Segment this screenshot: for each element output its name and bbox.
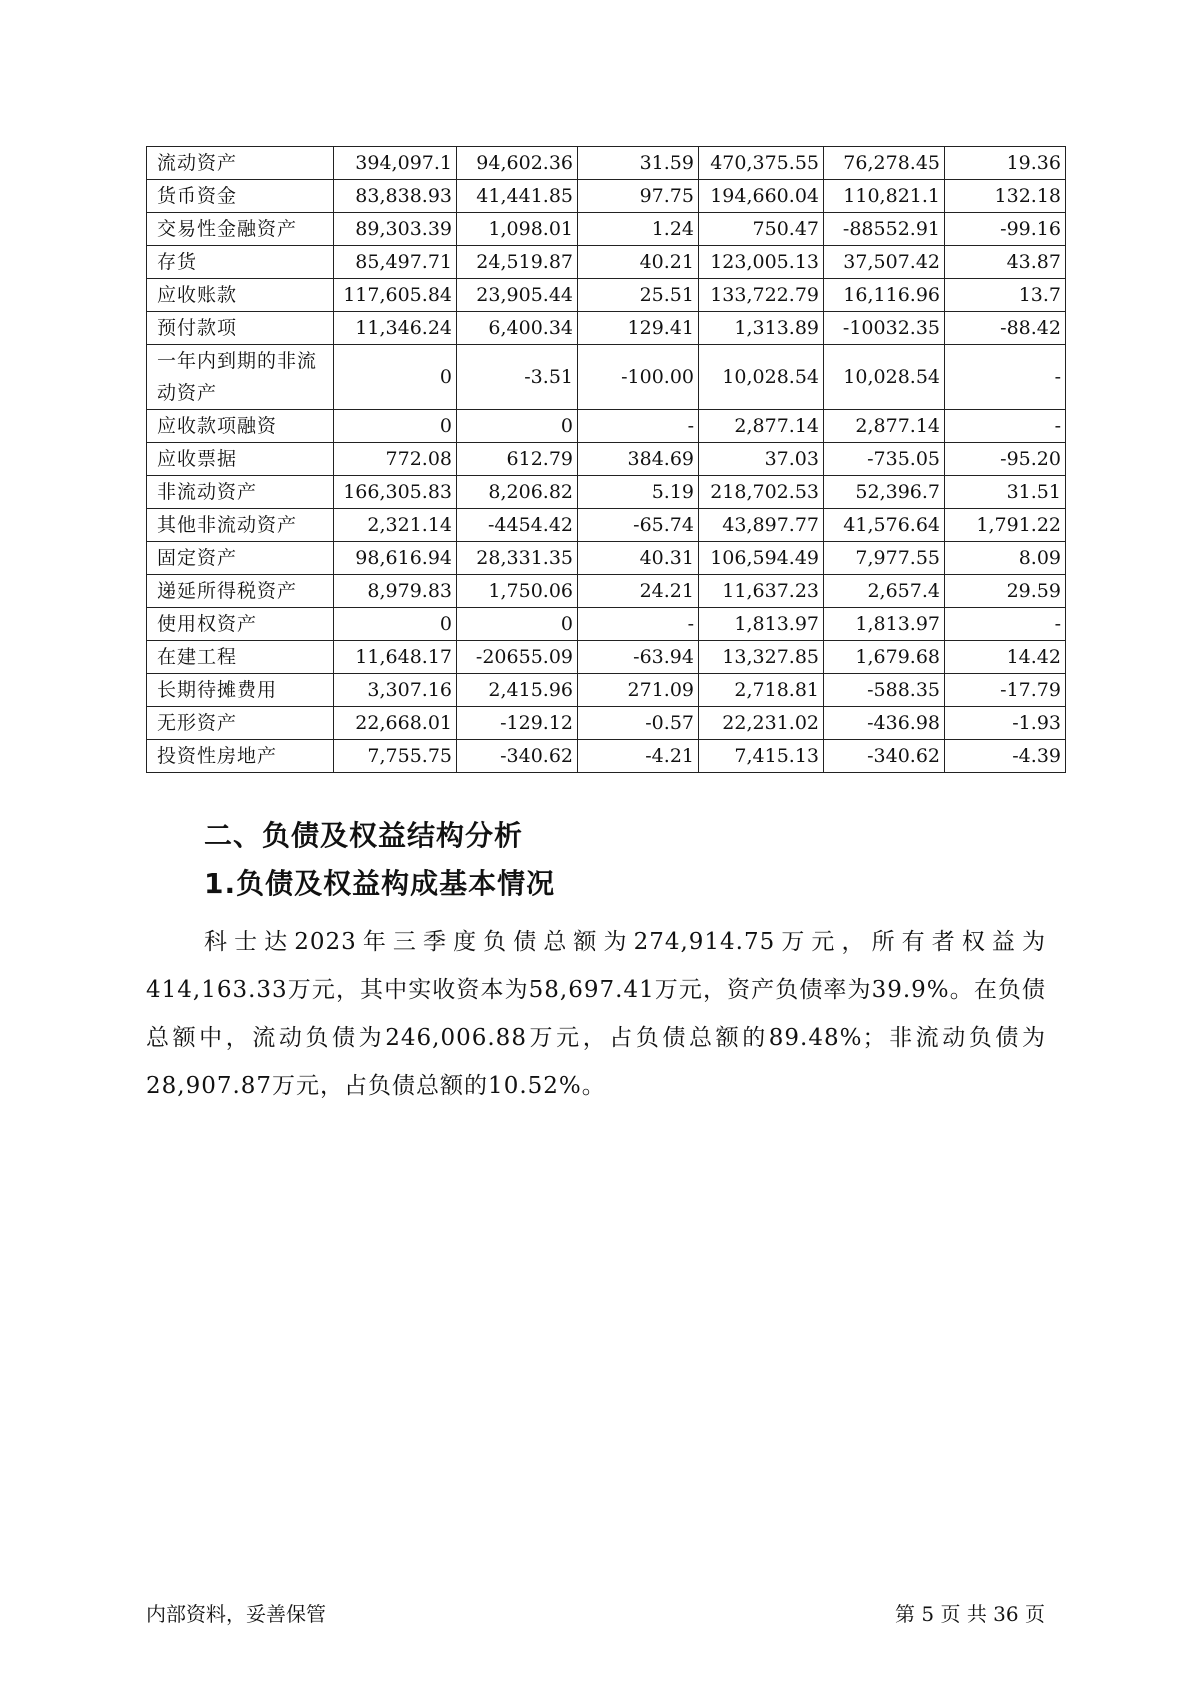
table-cell: 98,616.94 bbox=[334, 542, 457, 575]
row-label: 递延所得税资产 bbox=[147, 575, 334, 608]
table-cell: 129.41 bbox=[578, 312, 699, 345]
row-label: 货币资金 bbox=[147, 180, 334, 213]
row-label: 其他非流动资产 bbox=[147, 509, 334, 542]
table-cell: -4454.42 bbox=[457, 509, 578, 542]
table-cell: 2,657.4 bbox=[824, 575, 945, 608]
table-cell: 0 bbox=[457, 608, 578, 641]
row-label: 投资性房地产 bbox=[147, 740, 334, 773]
table-cell: 3,307.16 bbox=[334, 674, 457, 707]
table-cell: 29.59 bbox=[945, 575, 1066, 608]
table-cell: 37,507.42 bbox=[824, 246, 945, 279]
table-cell: 83,838.93 bbox=[334, 180, 457, 213]
table-cell: 52,396.7 bbox=[824, 476, 945, 509]
section-heading: 二、负债及权益结构分析 bbox=[204, 819, 524, 852]
table-cell: -4.21 bbox=[578, 740, 699, 773]
table-row bbox=[147, 608, 1066, 641]
table-cell: 85,497.71 bbox=[334, 246, 457, 279]
table-cell: 1.24 bbox=[578, 213, 699, 246]
table-cell: -63.94 bbox=[578, 641, 699, 674]
table-row bbox=[147, 443, 1066, 476]
table-cell: 13,327.85 bbox=[699, 641, 824, 674]
table-cell: 1,791.22 bbox=[945, 509, 1066, 542]
table-cell: 16,116.96 bbox=[824, 279, 945, 312]
table-cell: 23,905.44 bbox=[457, 279, 578, 312]
table-cell: -4.39 bbox=[945, 740, 1066, 773]
table-cell: - bbox=[945, 410, 1066, 443]
footer-page-number: 第 5 页 共 36 页 bbox=[895, 1602, 1045, 1626]
table-cell: -99.16 bbox=[945, 213, 1066, 246]
table-cell: -3.51 bbox=[457, 345, 578, 410]
table-cell: - bbox=[578, 410, 699, 443]
table-cell: 13.7 bbox=[945, 279, 1066, 312]
table-row bbox=[147, 180, 1066, 213]
table-cell: 1,679.68 bbox=[824, 641, 945, 674]
row-label: 固定资产 bbox=[147, 542, 334, 575]
table-row bbox=[147, 509, 1066, 542]
table-cell: -735.05 bbox=[824, 443, 945, 476]
table-cell: 0 bbox=[334, 345, 457, 410]
table-cell: 0 bbox=[334, 410, 457, 443]
table-cell: 6,400.34 bbox=[457, 312, 578, 345]
table-cell: 89,303.39 bbox=[334, 213, 457, 246]
table-row bbox=[147, 279, 1066, 312]
row-label: 交易性金融资产 bbox=[147, 213, 334, 246]
row-label: 使用权资产 bbox=[147, 608, 334, 641]
table-cell: 24,519.87 bbox=[457, 246, 578, 279]
table-cell: -17.79 bbox=[945, 674, 1066, 707]
table-cell: 43,897.77 bbox=[699, 509, 824, 542]
table-cell: 40.31 bbox=[578, 542, 699, 575]
row-label: 一年内到期的非流动资产 bbox=[147, 345, 334, 410]
row-label: 流动资产 bbox=[147, 147, 334, 180]
table-cell: 97.75 bbox=[578, 180, 699, 213]
table-cell: 133,722.79 bbox=[699, 279, 824, 312]
table-cell: 22,231.02 bbox=[699, 707, 824, 740]
table-cell: -588.35 bbox=[824, 674, 945, 707]
table-cell: 31.59 bbox=[578, 147, 699, 180]
table-cell: 41,441.85 bbox=[457, 180, 578, 213]
table-cell: 1,813.97 bbox=[699, 608, 824, 641]
table-cell: 5.19 bbox=[578, 476, 699, 509]
table-cell: 1,098.01 bbox=[457, 213, 578, 246]
table-cell: 123,005.13 bbox=[699, 246, 824, 279]
table-cell: -95.20 bbox=[945, 443, 1066, 476]
table-cell: 22,668.01 bbox=[334, 707, 457, 740]
table-row bbox=[147, 246, 1066, 279]
table-cell: -0.57 bbox=[578, 707, 699, 740]
table-cell: 384.69 bbox=[578, 443, 699, 476]
row-label: 非流动资产 bbox=[147, 476, 334, 509]
table-cell: 41,576.64 bbox=[824, 509, 945, 542]
table-cell: 8,979.83 bbox=[334, 575, 457, 608]
table-row bbox=[147, 575, 1066, 608]
table-row bbox=[147, 707, 1066, 740]
table-cell: 76,278.45 bbox=[824, 147, 945, 180]
table-cell: 11,648.17 bbox=[334, 641, 457, 674]
table-row bbox=[147, 213, 1066, 246]
section-paragraph: 科士达2023年三季度负债总额为274,914.75万元，所有者权益为414,163.33万元，其中实收资本为58,697.41万元，资产负债率为39.9%。在负债总额中，流动负债为246,006.88万元，占负债总额的89.48%；非流动负债为28,907.87万元，占负债总额的10.52%。 bbox=[146, 929, 1046, 1099]
table-cell: -100.00 bbox=[578, 345, 699, 410]
table-cell: 1,313.89 bbox=[699, 312, 824, 345]
table-cell: 24.21 bbox=[578, 575, 699, 608]
table-cell: 7,755.75 bbox=[334, 740, 457, 773]
table-cell: 8.09 bbox=[945, 542, 1066, 575]
table-cell: 0 bbox=[457, 410, 578, 443]
table-cell: -65.74 bbox=[578, 509, 699, 542]
table-cell: 31.51 bbox=[945, 476, 1066, 509]
table-cell: 1,813.97 bbox=[824, 608, 945, 641]
table-cell: - bbox=[578, 608, 699, 641]
table-cell: 19.36 bbox=[945, 147, 1066, 180]
table-cell: -1.93 bbox=[945, 707, 1066, 740]
table-cell: 470,375.55 bbox=[699, 147, 824, 180]
section-subheading: 1.负债及权益构成基本情况 bbox=[204, 867, 556, 900]
table-row bbox=[147, 476, 1066, 509]
table-row bbox=[147, 312, 1066, 345]
table-cell: 166,305.83 bbox=[334, 476, 457, 509]
table-cell: 394,097.1 bbox=[334, 147, 457, 180]
table-body bbox=[147, 147, 1066, 773]
table-cell: 0 bbox=[334, 608, 457, 641]
table-cell: - bbox=[945, 345, 1066, 410]
table-cell: 218,702.53 bbox=[699, 476, 824, 509]
row-label: 应收账款 bbox=[147, 279, 334, 312]
table-cell: 194,660.04 bbox=[699, 180, 824, 213]
table-cell: 40.21 bbox=[578, 246, 699, 279]
row-label: 应收款项融资 bbox=[147, 410, 334, 443]
table-cell: 7,977.55 bbox=[824, 542, 945, 575]
row-label: 无形资产 bbox=[147, 707, 334, 740]
row-label: 应收票据 bbox=[147, 443, 334, 476]
table-cell: 14.42 bbox=[945, 641, 1066, 674]
row-label: 预付款项 bbox=[147, 312, 334, 345]
table-cell: -88552.91 bbox=[824, 213, 945, 246]
table-cell: 11,637.23 bbox=[699, 575, 824, 608]
table-cell: 25.51 bbox=[578, 279, 699, 312]
table-row bbox=[147, 542, 1066, 575]
table-cell: -88.42 bbox=[945, 312, 1066, 345]
table-cell: 106,594.49 bbox=[699, 542, 824, 575]
table-cell: -340.62 bbox=[457, 740, 578, 773]
table-cell: 43.87 bbox=[945, 246, 1066, 279]
table-cell: 7,415.13 bbox=[699, 740, 824, 773]
row-label: 存货 bbox=[147, 246, 334, 279]
table-cell: 2,877.14 bbox=[699, 410, 824, 443]
table-cell: 8,206.82 bbox=[457, 476, 578, 509]
table-cell: 2,415.96 bbox=[457, 674, 578, 707]
table-cell: 2,877.14 bbox=[824, 410, 945, 443]
table-cell: -129.12 bbox=[457, 707, 578, 740]
table-cell: 750.47 bbox=[699, 213, 824, 246]
asset-structure-table bbox=[146, 146, 1066, 773]
table-cell: 271.09 bbox=[578, 674, 699, 707]
table-cell: 117,605.84 bbox=[334, 279, 457, 312]
table-cell: -20655.09 bbox=[457, 641, 578, 674]
table-cell: 132.18 bbox=[945, 180, 1066, 213]
table-cell: - bbox=[945, 608, 1066, 641]
table-cell: -340.62 bbox=[824, 740, 945, 773]
table-cell: 2,718.81 bbox=[699, 674, 824, 707]
table-cell: 110,821.1 bbox=[824, 180, 945, 213]
table-cell: 28,331.35 bbox=[457, 542, 578, 575]
table-cell: 10,028.54 bbox=[699, 345, 824, 410]
table-row bbox=[147, 641, 1066, 674]
table-row bbox=[147, 147, 1066, 180]
table-row bbox=[147, 674, 1066, 707]
table-cell: 772.08 bbox=[334, 443, 457, 476]
table-cell: 1,750.06 bbox=[457, 575, 578, 608]
table-cell: 10,028.54 bbox=[824, 345, 945, 410]
table-row bbox=[147, 345, 1066, 410]
table-row bbox=[147, 410, 1066, 443]
table-cell: -436.98 bbox=[824, 707, 945, 740]
table-cell: 612.79 bbox=[457, 443, 578, 476]
table-cell: 2,321.14 bbox=[334, 509, 457, 542]
table-cell: 11,346.24 bbox=[334, 312, 457, 345]
table-row bbox=[147, 740, 1066, 773]
table-cell: 37.03 bbox=[699, 443, 824, 476]
table-cell: 94,602.36 bbox=[457, 147, 578, 180]
row-label: 在建工程 bbox=[147, 641, 334, 674]
footer-confidential-note: 内部资料，妥善保管 bbox=[146, 1602, 326, 1626]
row-label: 长期待摊费用 bbox=[147, 674, 334, 707]
table-cell: -10032.35 bbox=[824, 312, 945, 345]
